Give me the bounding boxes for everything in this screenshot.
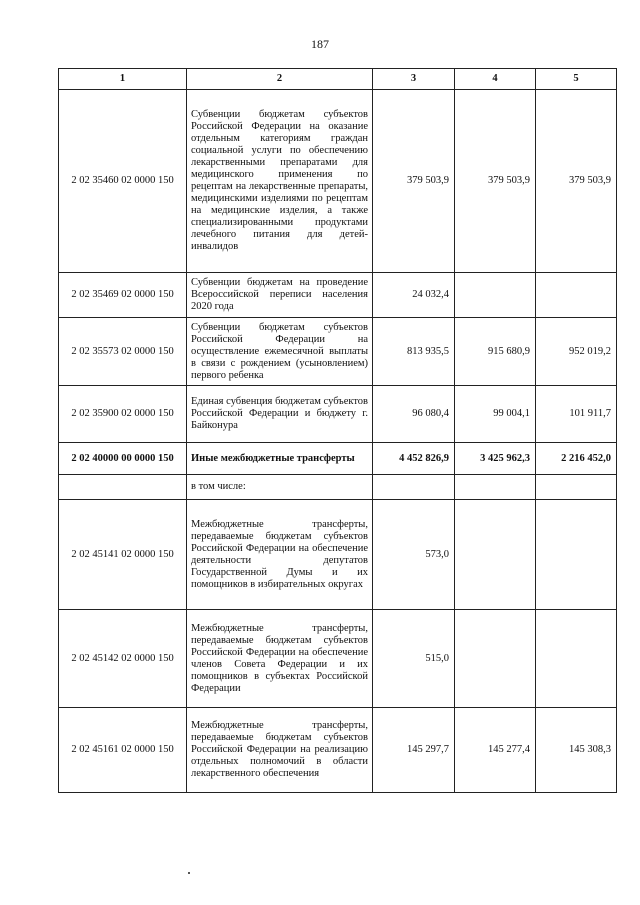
value-col5-cell: 145 308,3 [536, 708, 617, 793]
table-row [59, 273, 617, 318]
name-cell: Субвенции бюджетам субъектов Российской Федерации на осуществление ежемесячной выплаты в связи с рождением (усыновлением) первого ребенка [187, 318, 373, 386]
value-col3-cell: 573,0 [373, 500, 455, 610]
value-col4-cell: 379 503,9 [455, 90, 536, 273]
code-cell: 2 02 35900 02 0000 150 [59, 386, 187, 443]
value-col5-cell [536, 475, 617, 500]
page-number: 187 [311, 37, 329, 51]
value-col4-cell: 145 277,4 [455, 708, 536, 793]
code-cell: 2 02 40000 00 0000 150 [59, 443, 187, 475]
value-col4-cell: 99 004,1 [455, 386, 536, 443]
value-col3-cell: 145 297,7 [373, 708, 455, 793]
name-cell: Иные межбюджетные трансферты [187, 443, 373, 475]
code-cell [59, 475, 187, 500]
code-cell: 2 02 35469 02 0000 150 [59, 273, 187, 318]
name-cell: Межбюджетные трансферты, передаваемые бюджетам субъектов Российской Федерации на обеспечение деятельности депутатов Государственной Думы и их помощников в избирательных округах [187, 500, 373, 610]
name-cell: в том числе: [187, 475, 373, 500]
table-row [59, 386, 617, 443]
value-col4-cell: 3 425 962,3 [455, 443, 536, 475]
value-col5-cell: 2 216 452,0 [536, 443, 617, 475]
value-col4-cell [455, 273, 536, 318]
code-cell: 2 02 45141 02 0000 150 [59, 500, 187, 610]
value-col5-cell [536, 610, 617, 708]
value-col5-cell: 952 019,2 [536, 318, 617, 386]
table-row [59, 610, 617, 708]
table-row [59, 708, 617, 793]
name-cell: Субвенции бюджетам на проведение Всероссийской переписи населения 2020 года [187, 273, 373, 318]
value-col3-cell: 4 452 826,9 [373, 443, 455, 475]
value-col3-cell: 813 935,5 [373, 318, 455, 386]
scan-speck [188, 872, 190, 874]
code-cell: 2 02 45161 02 0000 150 [59, 708, 187, 793]
column-header: 3 [373, 69, 455, 90]
value-col5-cell: 101 911,7 [536, 386, 617, 443]
table-row [59, 90, 617, 273]
code-cell: 2 02 35460 02 0000 150 [59, 90, 187, 273]
code-cell: 2 02 35573 02 0000 150 [59, 318, 187, 386]
budget-table [58, 68, 617, 793]
value-col3-cell: 379 503,9 [373, 90, 455, 273]
name-cell: Межбюджетные трансферты, передаваемые бюджетам субъектов Российской Федерации на реализацию отдельных полномочий в области лекарственного обеспечения [187, 708, 373, 793]
value-col3-cell: 515,0 [373, 610, 455, 708]
table-row [59, 475, 617, 500]
name-cell: Единая субвенция бюджетам субъектов Российской Федерации и бюджету г. Байконура [187, 386, 373, 443]
column-header: 5 [536, 69, 617, 90]
header-row [59, 69, 617, 90]
value-col4-cell: 915 680,9 [455, 318, 536, 386]
value-col4-cell [455, 475, 536, 500]
column-header: 1 [59, 69, 187, 90]
table-row [59, 443, 617, 475]
column-header: 2 [187, 69, 373, 90]
value-col5-cell [536, 273, 617, 318]
value-col5-cell: 379 503,9 [536, 90, 617, 273]
table-row [59, 318, 617, 386]
column-header: 4 [455, 69, 536, 90]
table-row [59, 500, 617, 610]
value-col3-cell: 96 080,4 [373, 386, 455, 443]
value-col3-cell [373, 475, 455, 500]
name-cell: Субвенции бюджетам субъектов Российской Федерации на оказание отдельным категориям граждан социальной услуги по обеспечению лекарственными препаратами для медицинского применения по рецептам на лекарственные препараты, медицинскими изделиями по рецептам на медицинские изделия, а также специализированными продуктами лечебного питания для детей-инвалидов [187, 90, 373, 273]
value-col4-cell [455, 500, 536, 610]
value-col5-cell [536, 500, 617, 610]
code-cell: 2 02 45142 02 0000 150 [59, 610, 187, 708]
value-col4-cell [455, 610, 536, 708]
value-col3-cell: 24 032,4 [373, 273, 455, 318]
name-cell: Межбюджетные трансферты, передаваемые бюджетам субъектов Российской Федерации на обеспечение членов Совета Федерации и их помощников в субъектах Российской Федерации [187, 610, 373, 708]
